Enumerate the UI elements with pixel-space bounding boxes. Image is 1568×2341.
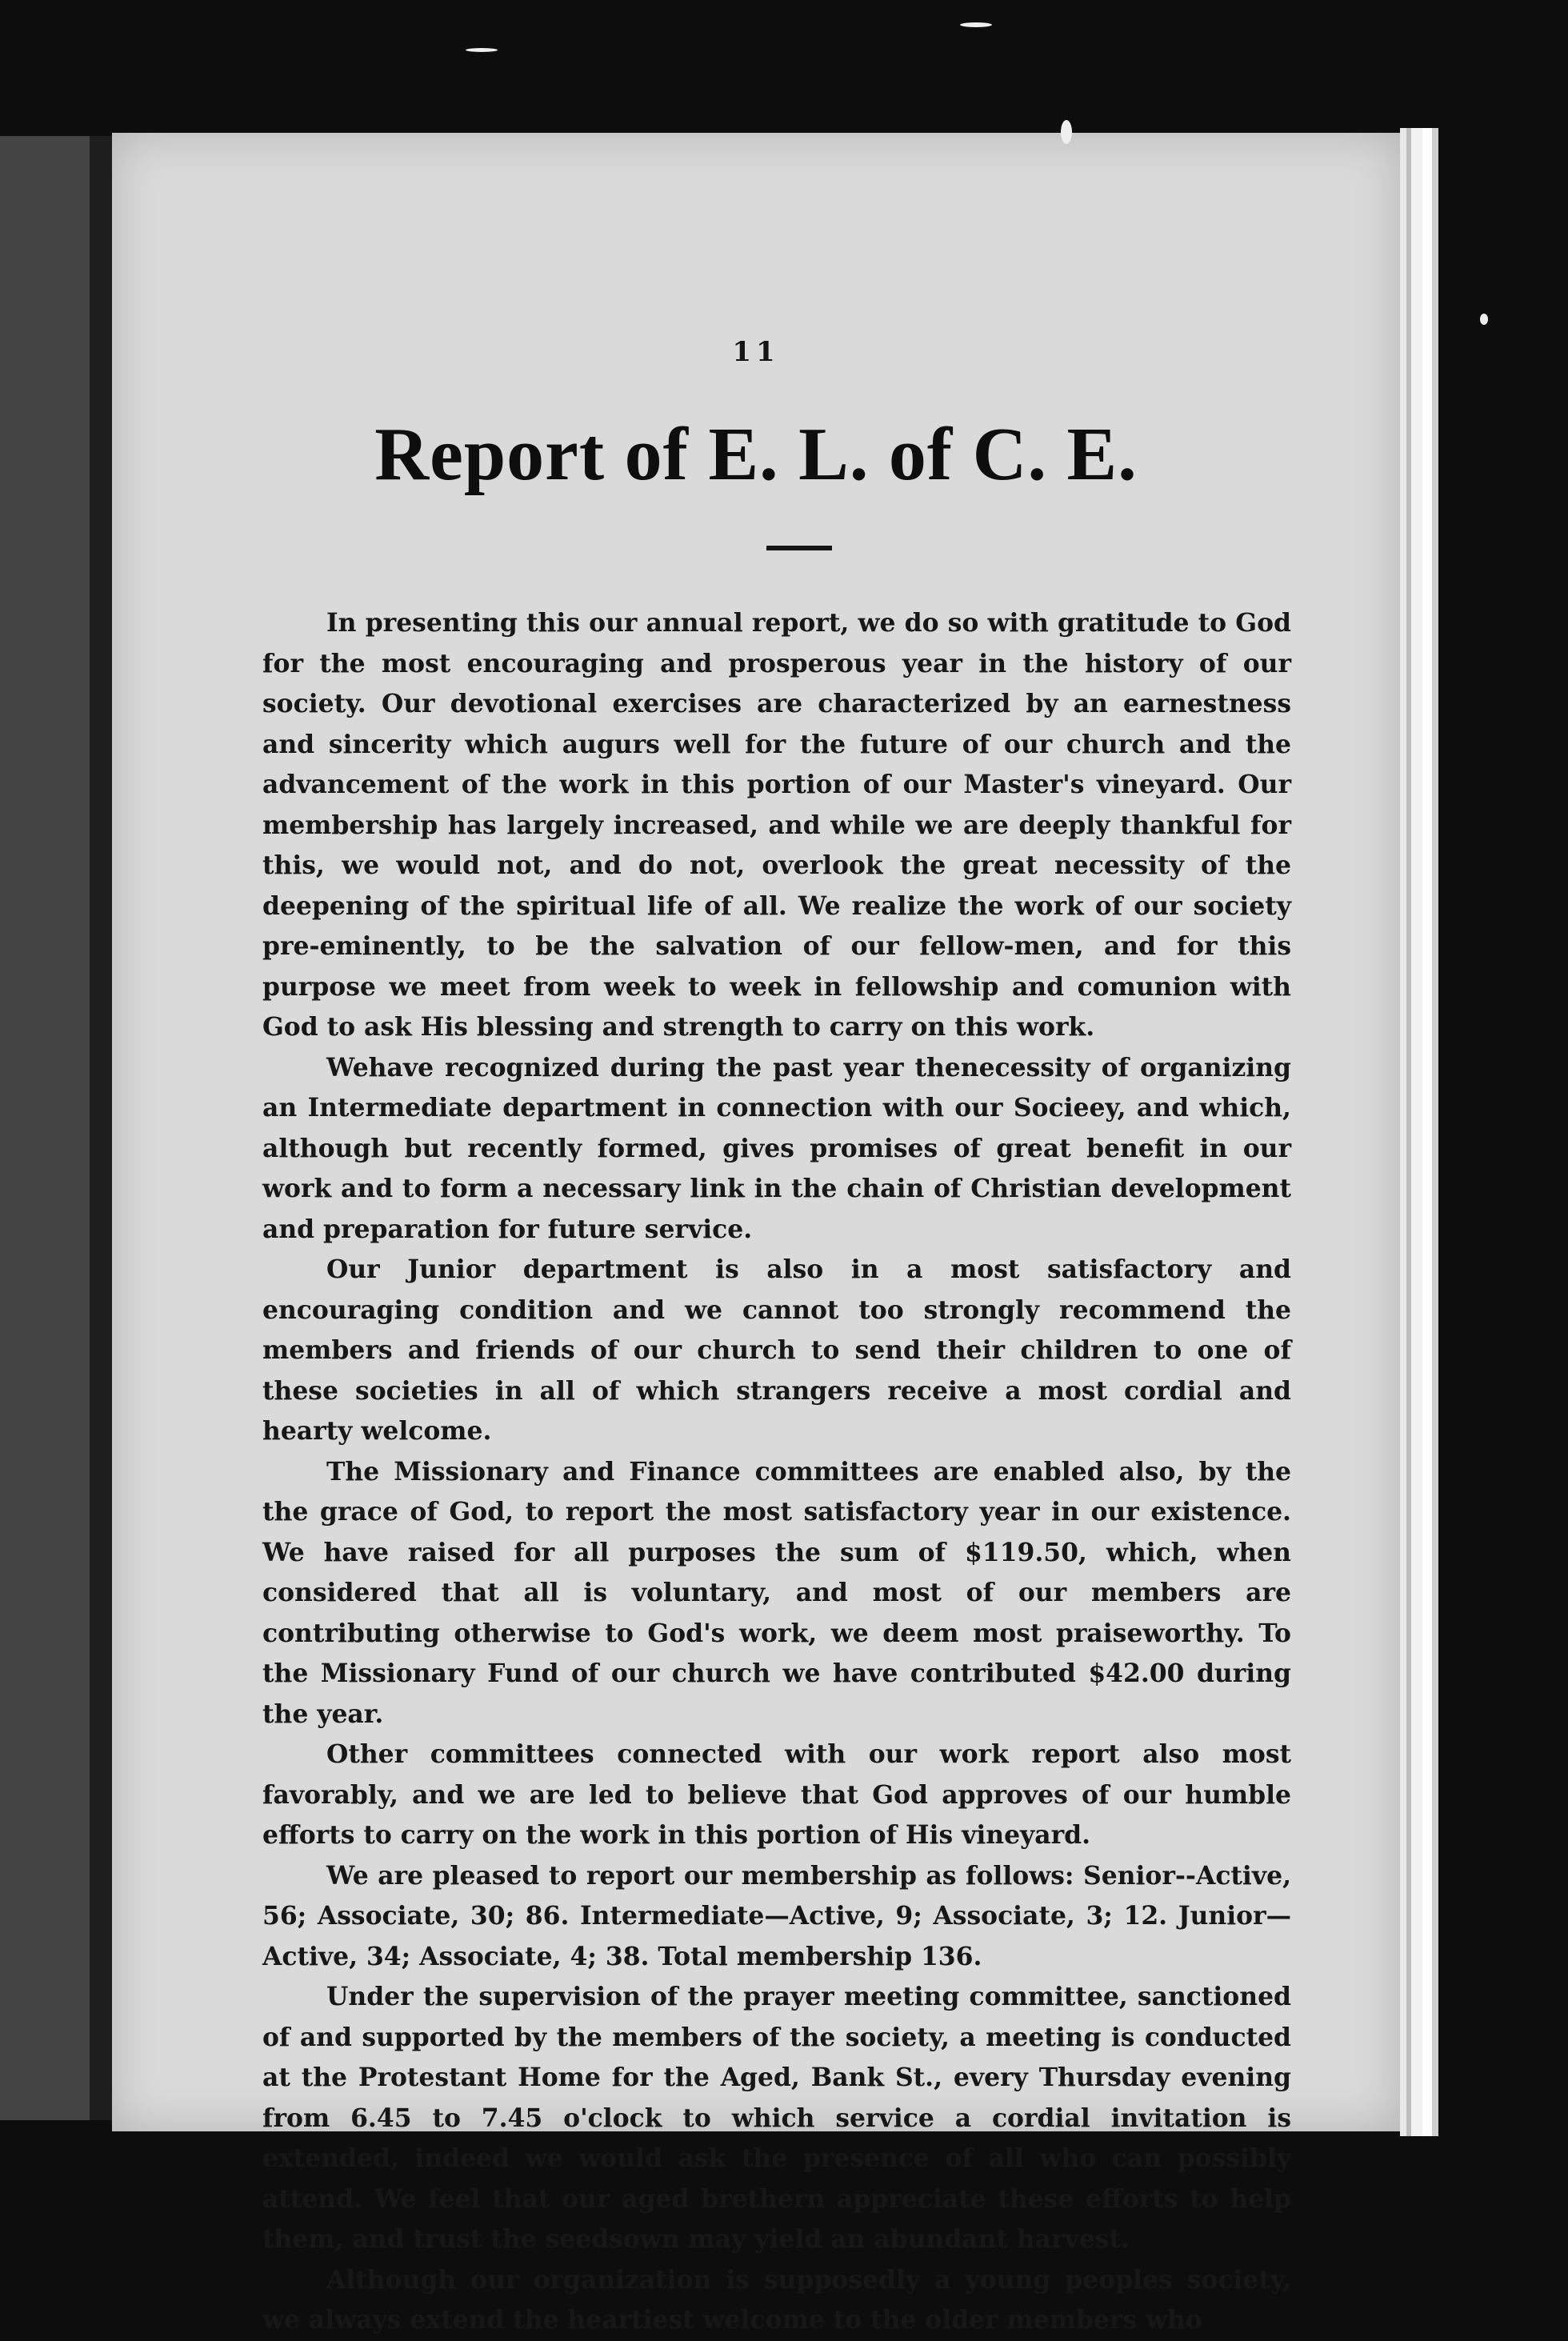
page-stack-edge [1400,128,1438,2136]
paragraph-membership: We are pleased to report our membership as follows: Senior--Active, 56; Associate, 30; 86. Intermediate—Active, 9; Associate, 3; 12. Junior—Active, 34; Associate, 4; 38. Total membership 136. [262,1861,1291,1971]
title-divider [766,546,832,550]
previous-page-edge [0,136,90,2120]
paragraph-finance: The Missionary and Finance committees are enabled also, by the the grace of God, to report the most satisfactory year in our existence. We have raised for all purposes the sum of $119.50, which, when considered that all is voluntary, and most of our members are contributing otherwise to God's work, we deem most praiseworthy. To the Missionary Fund of our church we have contributed $42.00 during the year. [262,1457,1291,1729]
document-page [112,133,1400,2335]
report-body [262,603,1291,2341]
dust-speck [1061,120,1072,144]
dust-speck [466,48,498,52]
paragraph-prayer-meeting: Under the supervision of the prayer meeting committee, sanctioned of and supported by the members of the society, a meeting is conducted at the Protestant Home for the Aged, Bank St., every Thursday evening from 6.45 to 7.45 o'clock to which service a cordial invitation is extended, indeed we would ask the presence of all who can possibly attend. We feel that our aged brethern appreciate these efforts to help them, and trust the seedsown may yield an abundant harvest. [262,1983,1291,2254]
paragraph-committees: Other committees connected with our work report also most favorably, and we are led to believe that God approves of our humble efforts to carry on the work in this portion of His vineyard. [262,1740,1291,1850]
report-title: Report of E. L. of C. E. [374,413,1138,496]
dust-speck [1480,314,1488,325]
paragraph-closing: Although our organization is supposedly a young peoples society, we always extend the heartiest welcome to the older members who [262,2265,1291,2335]
page-number: 11 [732,336,780,368]
dust-speck [960,22,992,27]
paragraph-junior: Our Junior department is also in a most satisfactory and encouraging condition and we cannot too strongly recommend the members and friends of our church to send their children to one of these societies in all of which strangers receive a most cordial and hearty welcome. [262,1255,1291,1446]
book-spine [90,136,112,2120]
paragraph-intro: In presenting this our annual report, we do so with gratitude to God for the most encouraging and prosperous year in the history of our society. Our devotional exercises are characterized by an earnestness and sincerity which augurs well for the future of our church and the advancement of the work in this portion of our Master's vineyard. Our membership has largely increased, and while we are deeply thankful for this, we would not, and do not, overlook the great necessity of the deepening of the spiritual life of all. We realize the work of our society pre-eminently, to be the salvation of our fellow-men, and for this purpose we meet from week to week in fellowship and comunion with God to ask His blessing and strength to carry on this work. [262,609,1291,1042]
paragraph-intermediate: Wehave recognized during the past year thenecessity of organizing an Intermediate department in connection with our Socieey, and which, although but recently formed, gives promises of great benefit in our work and to form a necessary link in the chain of Christian development and preparation for future service. [262,1053,1291,1244]
